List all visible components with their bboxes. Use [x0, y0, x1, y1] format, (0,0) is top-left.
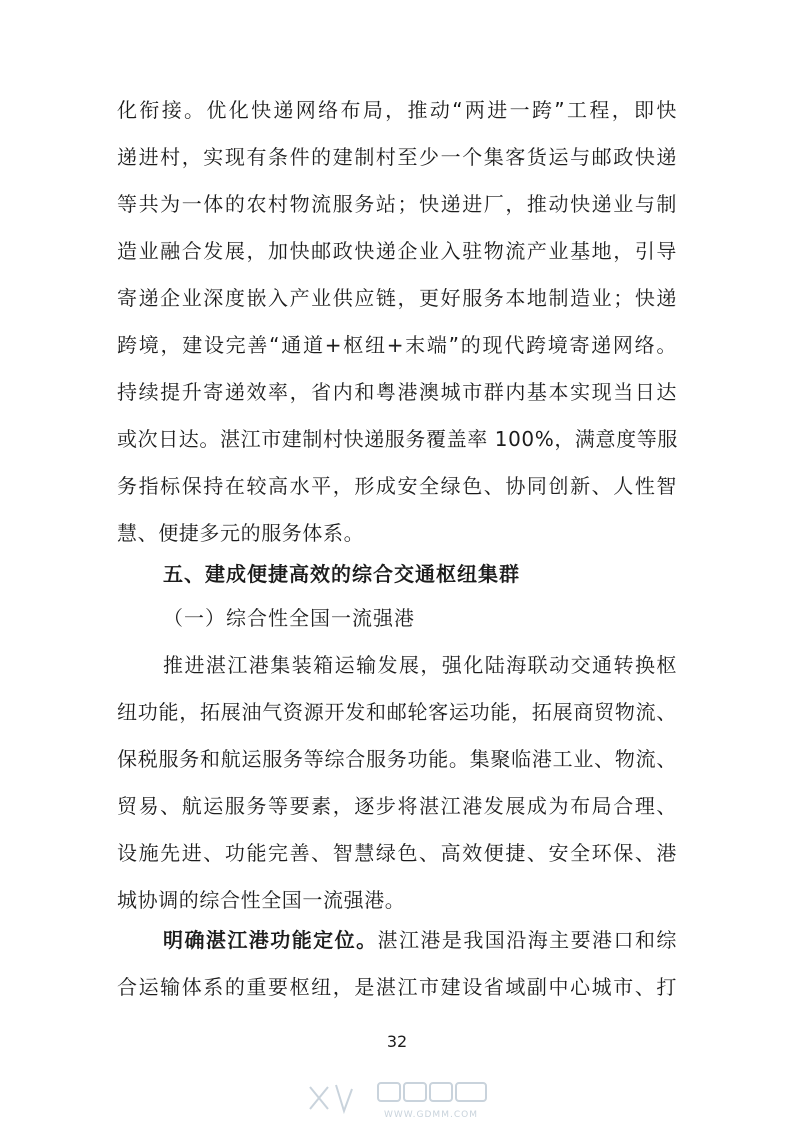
paragraph-line: 务指标保持在较高水平，形成安全绿色、协同创新、人性智 [117, 474, 677, 498]
paragraph-line: 持续提升寄递效率，省内和粤港澳城市群内基本实现当日达 [117, 380, 677, 404]
watermark-logo [300, 1075, 500, 1123]
paragraph-line: 寄递企业深度嵌入产业供应链，更好服务本地制造业；快递 [117, 286, 677, 310]
sub-heading: （一）综合性全国一流强港 [163, 606, 415, 630]
paragraph-line: 或次日达。湛江市建制村快递服务覆盖率 100%，满意度等服 [117, 427, 678, 451]
paragraph-line [163, 927, 677, 953]
paragraph-line: 递进村，实现有条件的建制村至少一个集客货运与邮政快递 [117, 145, 677, 169]
paragraph-line: 贸易、航运服务等要素，逐步将湛江港发展成为布局合理、 [117, 794, 677, 818]
paragraph-line: 城协调的综合性全国一流强港。 [117, 888, 406, 912]
paragraph-line: 造业融合发展，加快邮政快递企业入驻物流产业基地，引导 [117, 239, 677, 263]
watermark-glyph-box [456, 1083, 486, 1101]
watermark-graphic [300, 1075, 500, 1123]
paragraph-line: 纽功能，拓展油气资源开发和邮轮客运功能，拓展商贸物流、 [117, 700, 677, 724]
paragraph-line: 设施先进、功能完善、智慧绿色、高效便捷、安全环保、港 [117, 841, 677, 865]
watermark-glyph-box [430, 1083, 452, 1101]
paragraph-line: 保税服务和航运服务等综合服务功能。集聚临港工业、物流、 [117, 747, 677, 771]
paragraph-line: 慧、便捷多元的服务体系。 [117, 521, 365, 545]
watermark-glyph-box [378, 1083, 400, 1101]
paragraph-line: 化衔接。优化快递网络布局，推动“两进一跨”工程，即快 [117, 98, 677, 122]
paragraph-line: 合运输体系的重要枢纽，是湛江市建设省域副中心城市、打 [117, 975, 677, 999]
bold-lead-text: 明确湛江港功能定位。 [163, 928, 378, 952]
paragraph-line: 等共为一体的农村物流服务站；快递进厂，推动快递业与制 [117, 192, 677, 216]
watermark-url: WWW.GDMM.COM [384, 1110, 478, 1120]
section-heading: 五、建成便捷高效的综合交通枢纽集群 [163, 562, 520, 586]
paragraph-text: 湛江港是我国沿海主要港口和综 [377, 928, 678, 952]
watermark-cross-mark [310, 1087, 328, 1109]
watermark-stroke-mark [336, 1085, 352, 1111]
page-number: 32 [386, 1032, 408, 1051]
paragraph-line: 推进湛江港集装箱运输发展，强化陆海联动交通转换枢 [163, 653, 677, 677]
watermark-glyph-box [404, 1083, 426, 1101]
paragraph-line: 跨境，建设完善“通道+枢纽+末端”的现代跨境寄递网络。 [117, 333, 677, 357]
